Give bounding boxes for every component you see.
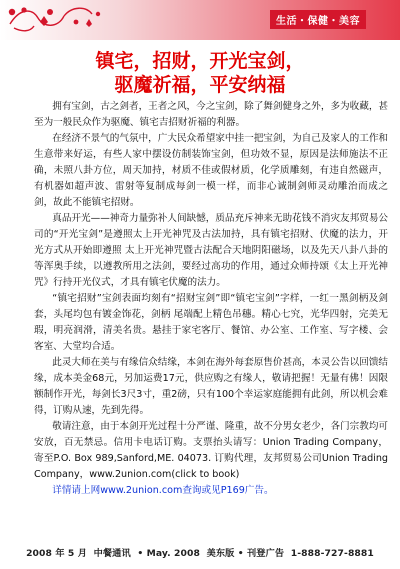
article-paragraph: 拥有宝剑，古之剑者，王者之风，今之宝剑，除了舞剑健身之外，多为收藏，甚至为一般民众作为驱魔、镇宅吉招财祈福的利器。 [34, 101, 389, 128]
article-paragraph: 此灵大师在美与有缘信众结缘，本剑在海外每套原售价甚高，本灵公告以回馈结缘，成本美金68元，另加运费17元，供应购之有缘人，敬请把握！无量有佛！因限额制作开光，每剑长3尺3寸，重2磅，只有100个幸运家庭能拥有此剑，所以机会难得，订购从速，先到先得。 [34, 357, 389, 416]
article-paragraph: 真品开光——神奇力量弥补人间缺憾，质品充斥神来无助花钱不消灾友邦贸易公司的“开光宝剑”是遵照太上开光神咒及古法加持，具有镇宅招财、伏魔的法力，开光方式从开始即遵照 太上开光神咒暨古法配合天地阴阳磁场，以及先天八卦八卦的等浑奥手续，以遵教所用之法剑，要经过高功的作用，通过众师持颂《太上开光神咒》行持开光仪式，才具有镇宅伏魔的法力。 [34, 213, 389, 288]
page-footer [0, 545, 400, 559]
floral-ornament-icon [4, 2, 124, 38]
footer-text: 2008 年 5 月 中餐通讯 • May. 2008 美东版 • 刊登广告 1-888-727-8881 [26, 548, 374, 559]
article-paragraph: “镇宅招财”宝剑表面均刻有“招财宝剑”即“镇宅宝剑”字样，一红一黑剑柄及剑套，头尾均包有镀金饰花，剑柄 尾端配上精色吊穗。精心七究，光华四射，完美无瑕，明亮润滑，清美名贵。悬挂于家宅客厅、餐馆、办公室、工作室、写字楼、会客室、大堂均合适。 [34, 293, 388, 352]
headline-line-1: 镇宅，招财，开光宝剑， [95, 50, 305, 72]
article-paragraph: 敬请注意，由于本剑开光过程十分严谨、隆重，故不分男女老少，各门宗教均可安放，百无禁忌。信用卡电话订购。支票抬头请写：Union Trading Company，寄至P.O. Box 989,Sanford,ME. 04073. 订购代理，友邦贸易公司Union Trading Company，www.2union.com(click to book) [34, 421, 389, 480]
article-paragraph: 在经济不景气的气氛中，广大民众希望家中挂一把宝剑，为自己及家人的工作和生意带来好运，有些人家中摆设仿制装饰宝剑，但功效不显，原因是法师施法不正确，未照八卦方位，周天加持，材质不佳或假材质，化学质雕刻，有违自然磁声，有机器如超声波、雷射等复制成每剑一模一样，而非心诚制剑师灵动雕治而成之剑，故此不能镇宅招财。 [34, 133, 389, 208]
headline-line-2: 驱魔祈福，平安纳福 [114, 74, 286, 96]
website-link[interactable]: 详情请上网www.2union.com查询或见P169广告。 [52, 485, 274, 496]
article-body [34, 99, 388, 499]
section-tag: 生活・保健・美容 [270, 10, 366, 29]
